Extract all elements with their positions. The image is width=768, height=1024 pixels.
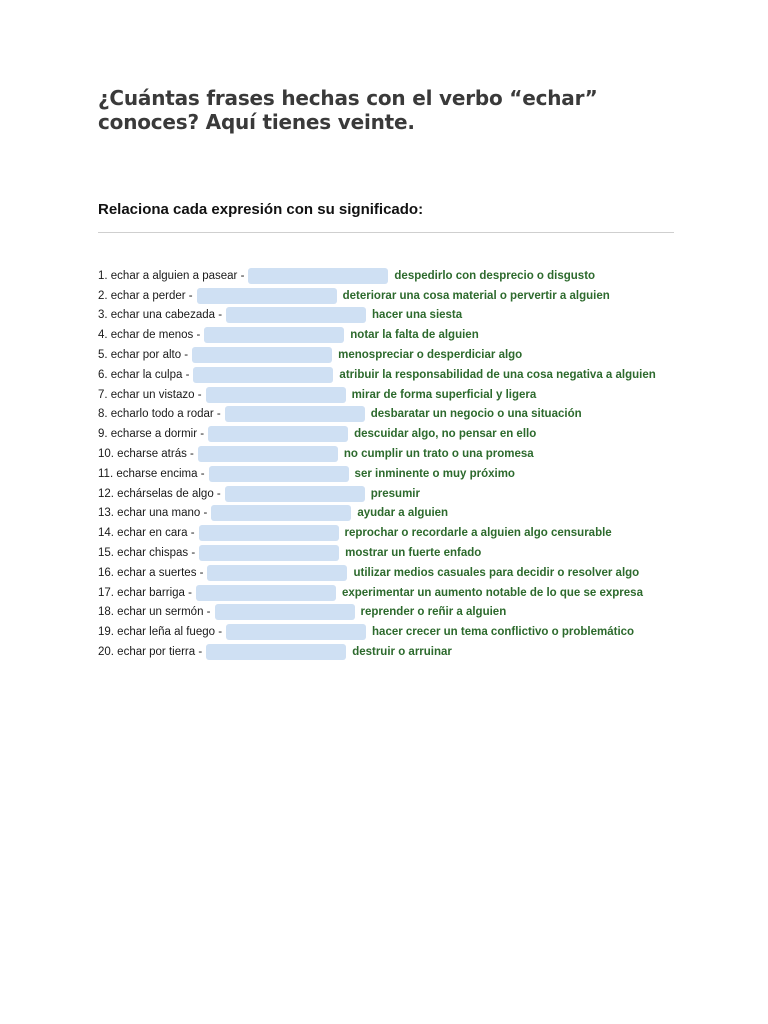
- answer-blank[interactable]: [209, 466, 349, 482]
- meaning-text: desbaratar un negocio o una situación: [370, 408, 582, 421]
- expression-text: 19. echar leña al fuego -: [98, 626, 223, 639]
- meaning-text: despedirlo con desprecio o disgusto: [394, 269, 596, 282]
- expression-text: 8. echarlo todo a rodar -: [98, 408, 221, 421]
- answer-blank[interactable]: [248, 268, 388, 284]
- answer-blank[interactable]: [226, 624, 366, 640]
- meaning-text: reprochar o recordarle a alguien algo censurable: [344, 527, 612, 540]
- exercise-row-10: [98, 444, 688, 464]
- answer-blank[interactable]: [196, 585, 336, 601]
- expression-text: 18. echar un sermón -: [98, 606, 211, 619]
- instruction-heading: Relaciona cada expresión con su significado:: [98, 201, 424, 218]
- meaning-text: atribuir la responsabilidad de una cosa negativa a alguien: [339, 368, 656, 381]
- expression-text: 1. echar a alguien a pasear -: [98, 269, 245, 282]
- exercise-row-1: [98, 266, 688, 286]
- expression-text: 9. echarse a dormir -: [98, 428, 205, 441]
- exercise-row-12: [98, 484, 688, 504]
- exercise-row-17: [98, 583, 688, 603]
- answer-blank[interactable]: [211, 505, 351, 521]
- answer-blank[interactable]: [207, 565, 347, 581]
- exercise-list: [98, 266, 688, 662]
- expression-text: 16. echar a suertes -: [98, 566, 204, 579]
- answer-blank[interactable]: [208, 426, 348, 442]
- answer-blank[interactable]: [198, 446, 338, 462]
- expression-text: 14. echar en cara -: [98, 527, 195, 540]
- exercise-row-7: [98, 385, 688, 405]
- expression-text: 7. echar un vistazo -: [98, 388, 202, 401]
- exercise-row-15: [98, 543, 688, 563]
- exercise-row-13: [98, 504, 688, 524]
- answer-blank[interactable]: [226, 307, 366, 323]
- meaning-text: ayudar a alguien: [357, 507, 449, 520]
- answer-blank[interactable]: [193, 367, 333, 383]
- meaning-text: destruir o arruinar: [352, 646, 452, 659]
- exercise-row-11: [98, 464, 688, 484]
- exercise-row-19: [98, 622, 688, 642]
- expression-text: 17. echar barriga -: [98, 586, 192, 599]
- expression-text: 13. echar una mano -: [98, 507, 208, 520]
- meaning-text: mostrar un fuerte enfado: [345, 547, 482, 560]
- answer-blank[interactable]: [197, 288, 337, 304]
- answer-blank[interactable]: [192, 347, 332, 363]
- expression-text: 11. echarse encima -: [98, 467, 205, 480]
- meaning-text: ser inminente o muy próximo: [354, 467, 515, 480]
- expression-text: 12. echárselas de algo -: [98, 487, 221, 500]
- answer-blank[interactable]: [215, 604, 355, 620]
- meaning-text: descuidar algo, no pensar en ello: [354, 428, 537, 441]
- meaning-text: hacer una siesta: [372, 309, 463, 322]
- exercise-row-20: [98, 642, 688, 662]
- exercise-row-2: [98, 286, 688, 306]
- meaning-text: menospreciar o desperdiciar algo: [338, 349, 523, 362]
- meaning-text: experimentar un aumento notable de lo que se expresa: [341, 586, 643, 599]
- meaning-text: hacer crecer un tema conflictivo o problemático: [372, 626, 635, 639]
- expression-text: 4. echar de menos -: [98, 329, 201, 342]
- exercise-row-18: [98, 603, 688, 623]
- answer-blank[interactable]: [204, 327, 344, 343]
- answer-blank[interactable]: [225, 486, 365, 502]
- divider: [98, 232, 674, 233]
- meaning-text: notar la falta de alguien: [350, 329, 479, 342]
- expression-text: 5. echar por alto -: [98, 349, 189, 362]
- exercise-row-6: [98, 365, 688, 385]
- meaning-text: utilizar medios casuales para decidir o resolver algo: [353, 566, 640, 579]
- expression-text: 3. echar una cabezada -: [98, 309, 223, 322]
- expression-text: 20. echar por tierra -: [98, 646, 203, 659]
- answer-blank[interactable]: [206, 644, 346, 660]
- expression-text: 15. echar chispas -: [98, 547, 196, 560]
- expression-text: 2. echar a perder -: [98, 289, 193, 302]
- exercise-row-8: [98, 405, 688, 425]
- answer-blank[interactable]: [199, 545, 339, 561]
- exercise-row-3: [98, 306, 688, 326]
- exercise-row-14: [98, 523, 688, 543]
- expression-text: 10. echarse atrás -: [98, 448, 194, 461]
- meaning-text: deteriorar una cosa material o pervertir a alguien: [342, 289, 610, 302]
- meaning-text: mirar de forma superficial y ligera: [351, 388, 537, 401]
- meaning-text: no cumplir un trato o una promesa: [343, 448, 534, 461]
- meaning-text: presumir: [370, 487, 420, 500]
- expression-text: 6. echar la culpa -: [98, 368, 190, 381]
- exercise-row-4: [98, 325, 688, 345]
- answer-blank[interactable]: [225, 406, 365, 422]
- answer-blank[interactable]: [206, 387, 346, 403]
- answer-blank[interactable]: [199, 525, 339, 541]
- exercise-row-9: [98, 424, 688, 444]
- meaning-text: reprender o reñir a alguien: [360, 606, 507, 619]
- exercise-row-5: [98, 345, 688, 365]
- exercise-row-16: [98, 563, 688, 583]
- page-title: ¿Cuántas frases hechas con el verbo “echar” conoces? Aquí tienes veinte.: [98, 86, 598, 134]
